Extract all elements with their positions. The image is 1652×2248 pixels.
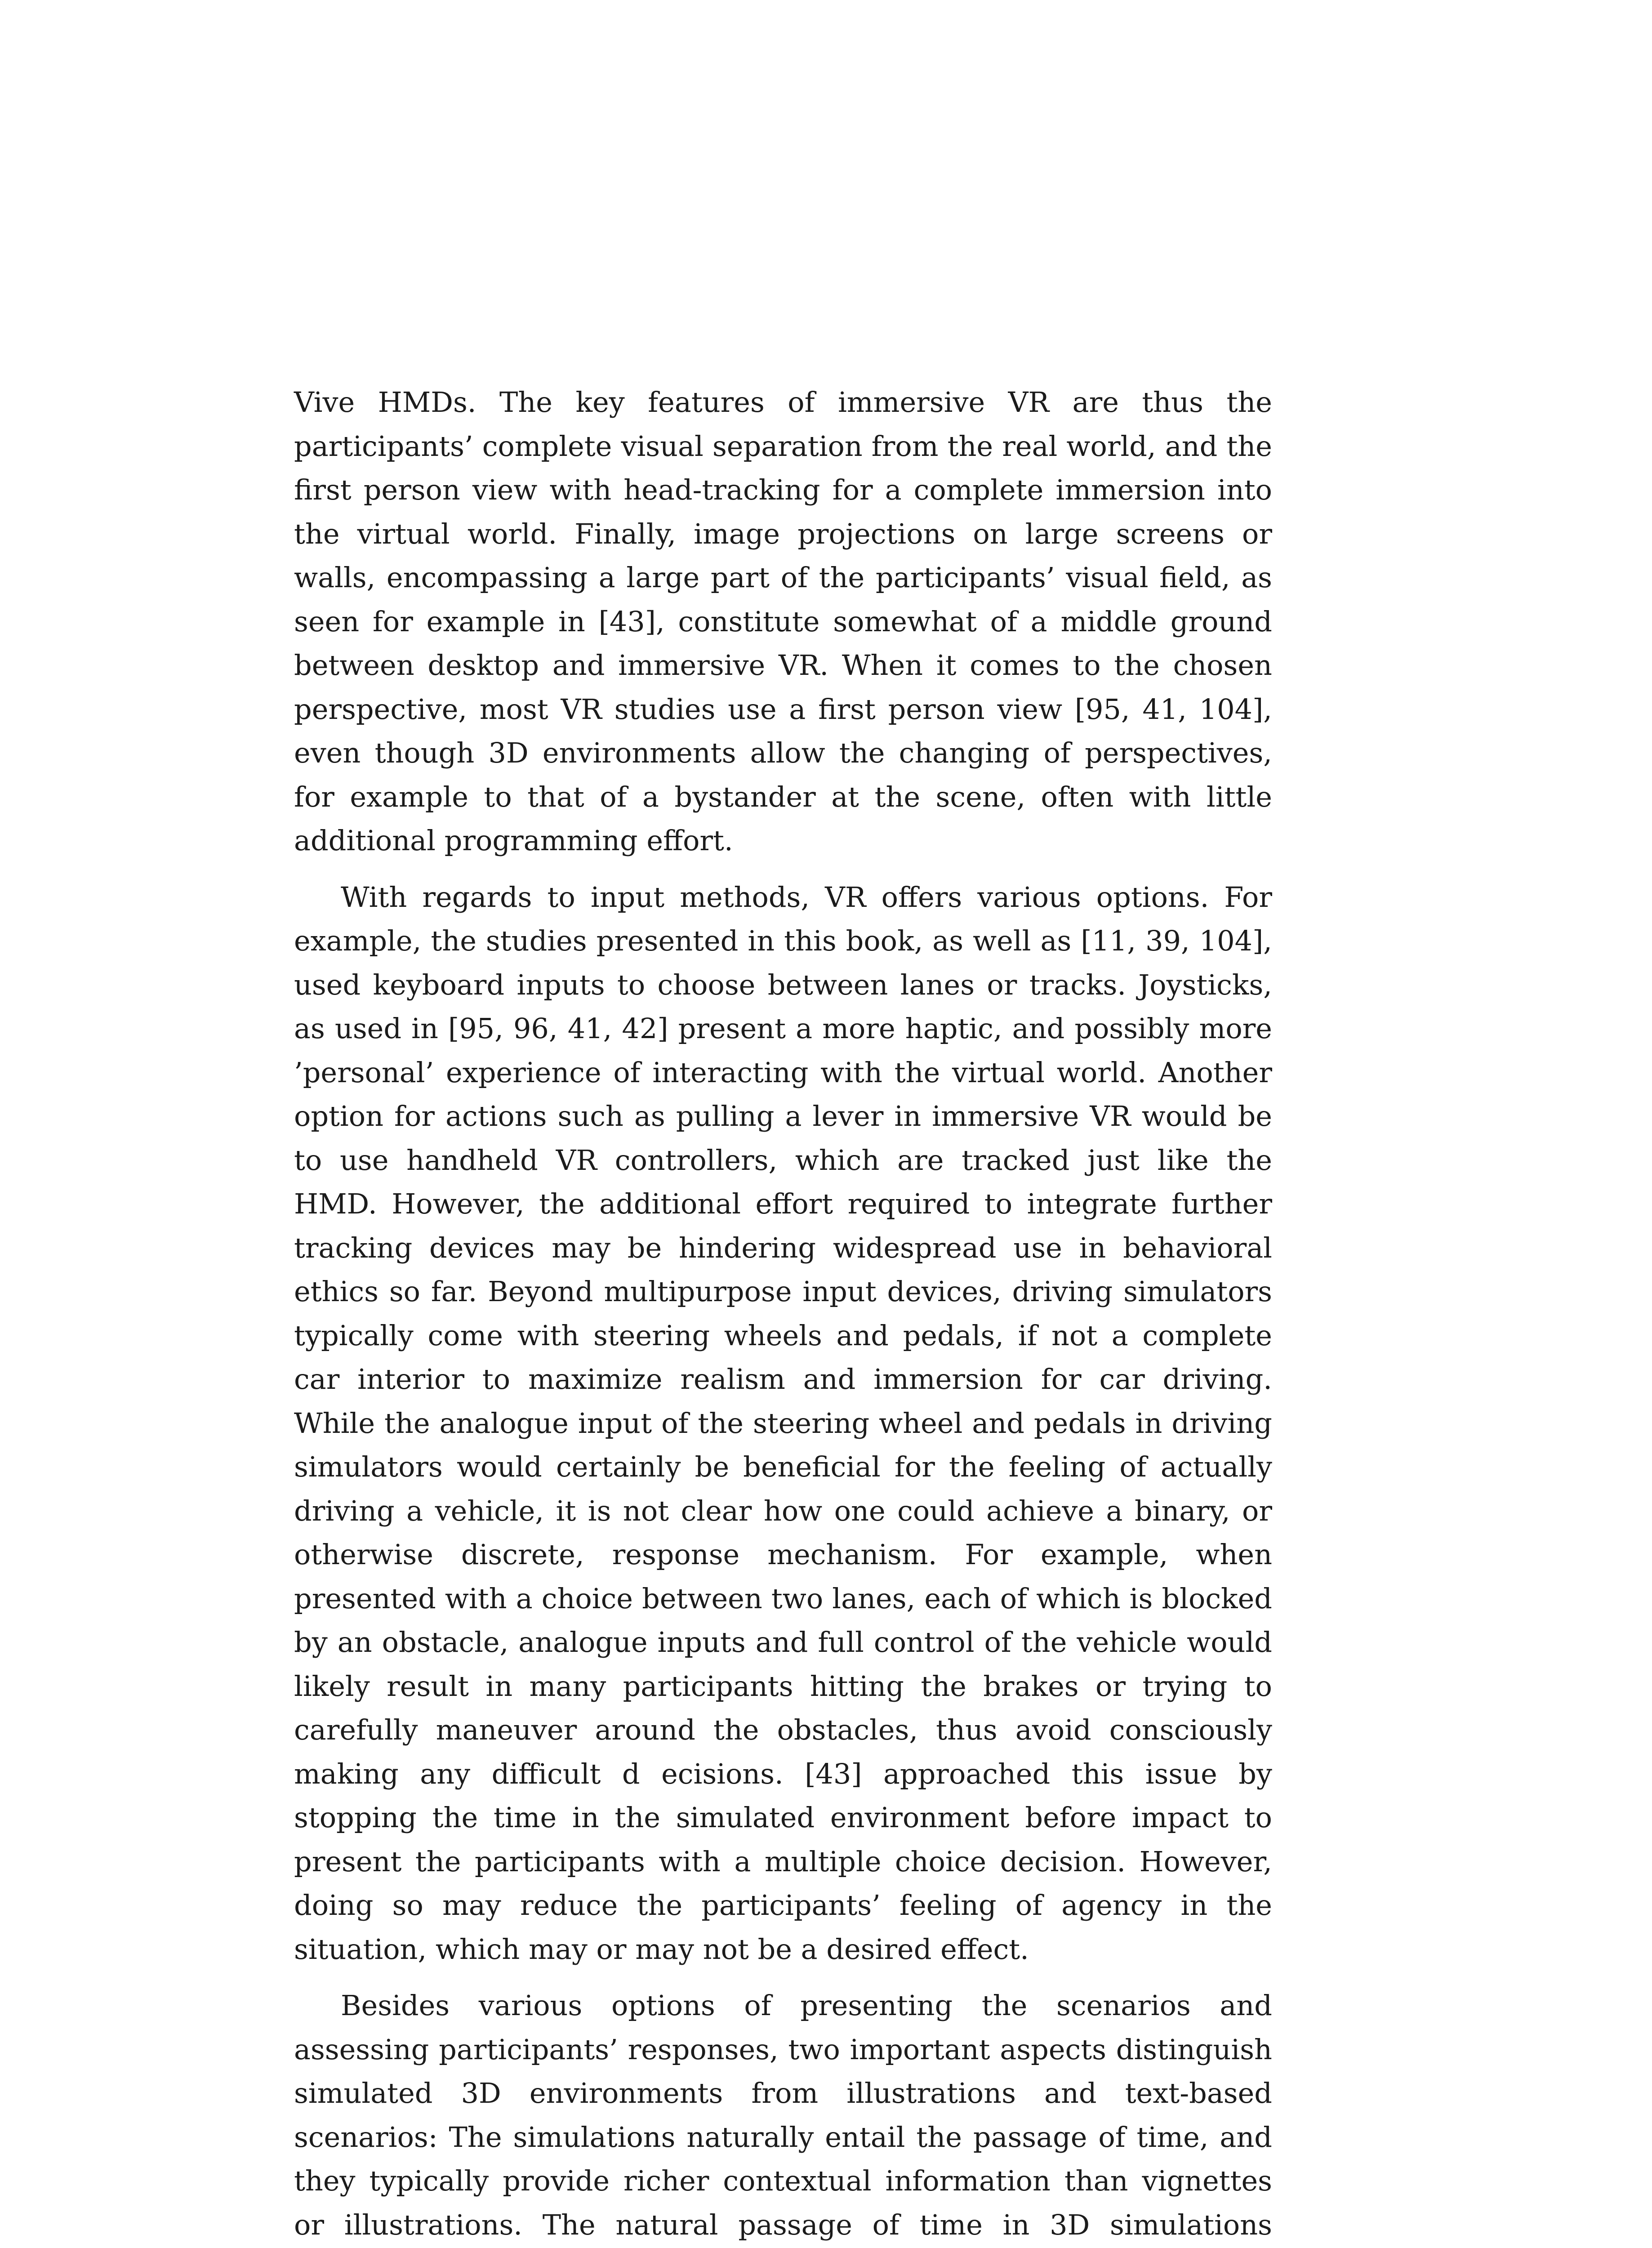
body-text	[294, 380, 1272, 2248]
paragraph-simulated-environments: Besides various options of presenting the scenarios and assessing participants’ responses, two important aspects distinguish simulated 3D environments from illustrations and text-based scenarios: The simulations naturally entail the passage of time, and they typically provide richer contextual information than vignettes or illustrations. The natural passage of time in 3D simulations	[294, 1989, 1272, 2241]
paragraph-vr-immersion: Vive HMDs. The key features of immersive VR are thus the participants’ complete visual separation from the real world, and the first person view with head-tracking for a complete immersion into the virtual world. Finally, image projections on large screens or walls, encompassing a large part of the participants’ visual field, as seen for example in [43], constitute somewhat of a middle ground between desktop and immersive VR. When it comes to the chosen perspective, most VR studies use a first person view [95, 41, 104], even though 3D environments allow the changing of perspectives, for example to that of a bystander at the scene, often with little additional programming effort.	[294, 386, 1272, 857]
paragraph-input-methods: With regards to input methods, VR offers various options. For example, the studies presented in this book, as well as [11, 39, 104], used keyboard inputs to choose between lanes or tracks. Joysticks, as used in [95, 96, 41, 42] present a more haptic, and possibly more ’personal’ experience of interacting with the virtual world. Another option for actions such as pulling a lever in immersive VR would be to use handheld VR controllers, which are tracked just like the HMD. However, the additional effort required to integrate further tracking devices may be hindering widespread use in behavioral ethics so far. Beyond multipurpose input devices, driving simulators typically come with steering wheels and pedals, if not a complete car interior to maximize realism and immersion for car driving. While the analogue input of the steering wheel and pedals in driving simulators would certainly be beneficial for the feeling of actually driving a vehicle, it is not clear how one could achieve a binary, or otherwise discrete, response mechanism. For example, when presented with a choice between two lanes, each of which is blocked by an obstacle, analogue inputs and full control of the vehicle would likely result in many participants hitting the brakes or trying to carefully maneuver around the obstacles, thus avoid consciously making any difficult d ecisions. [43] approached this issue by stopping the time in the simulated environment before impact to present the participants with a multiple choice decision. However, doing so may reduce the participants’ feeling of agency in the situation, which may or may not be a desired effect.	[294, 880, 1272, 1966]
